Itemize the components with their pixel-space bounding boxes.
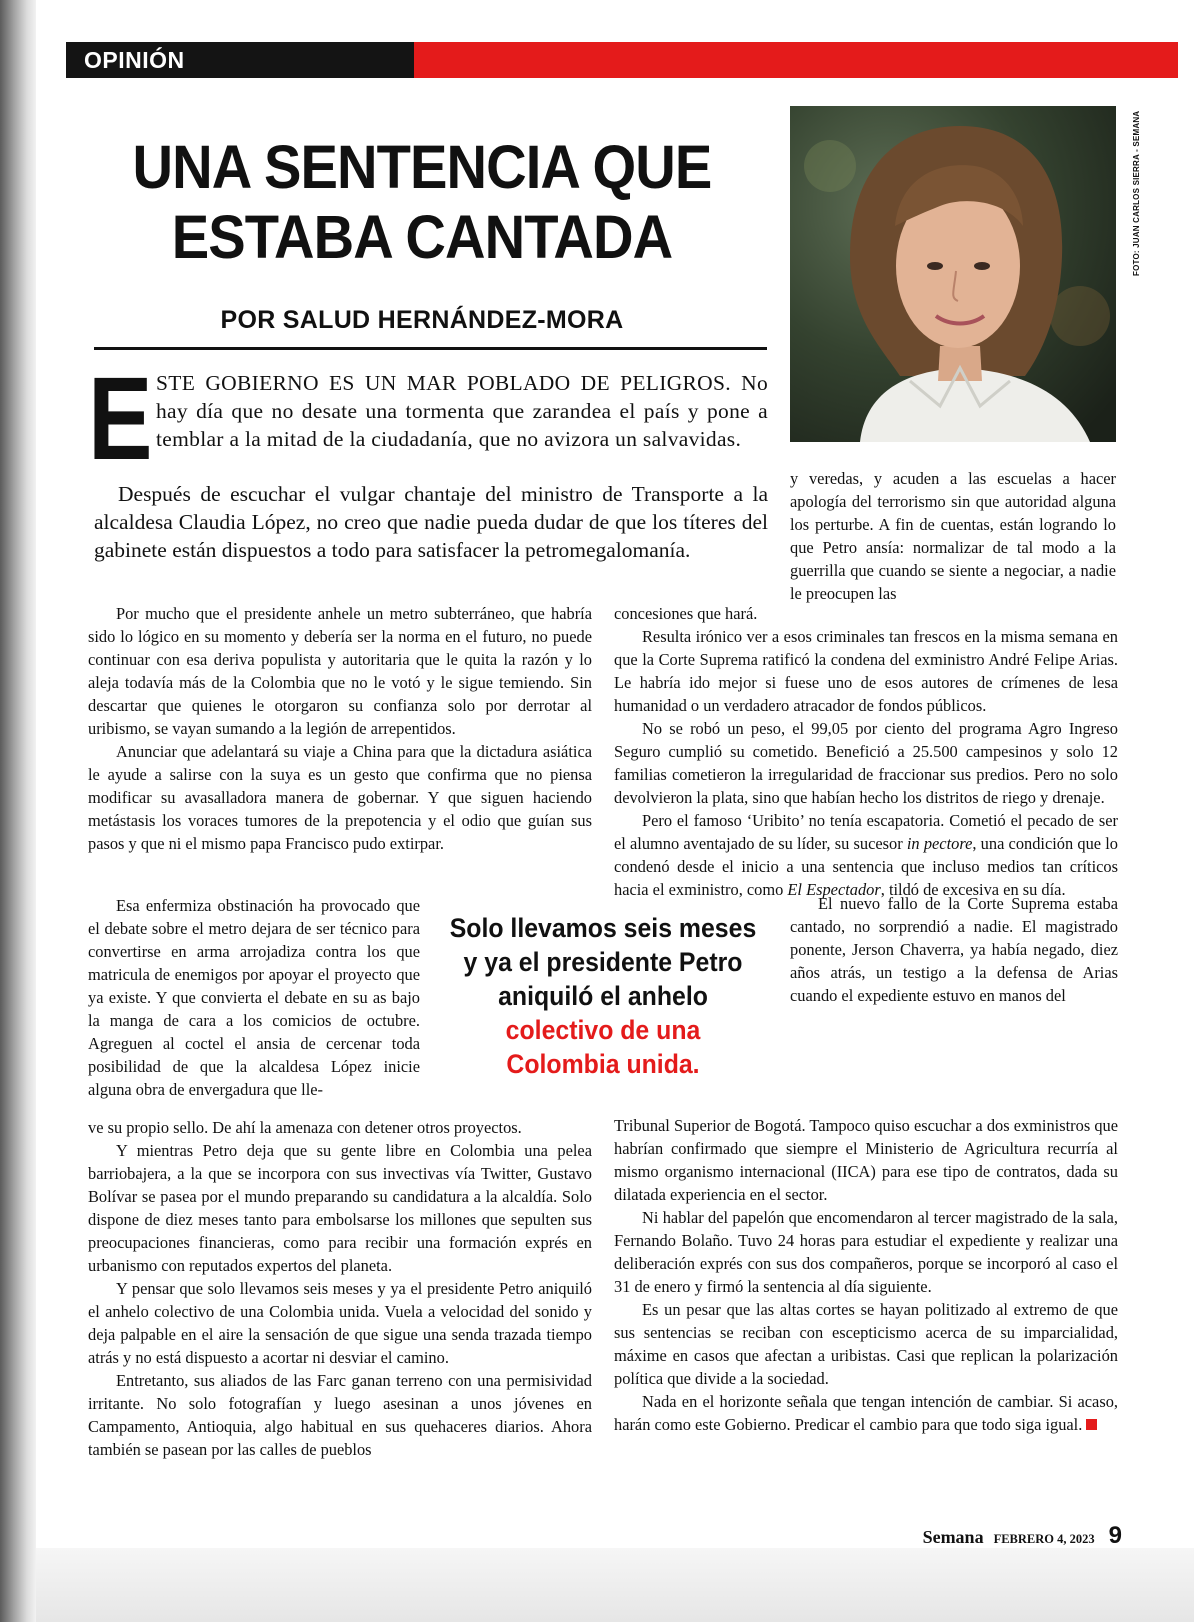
paragraph-3b: ve su propio sello. De ahí la amenaza con detener otros proyectos.	[88, 1118, 522, 1137]
paragraph-9-text-a: Pero el famoso ‘Uribito’ no tenía escapatoria. Cometió el pecado de ser el alumno aventajado de su líder, su sucesor	[614, 811, 1118, 853]
paragraph-1: Por mucho que el presidente anhele un metro subterráneo, que habría sido lo lógico en su momento y debería ser la norma en el futuro, no puede continuar con esa deriva populista y autoritaria que le quita la razón y lo aleja todavía más de la Colombia que no le votó y le sigue temiendo. Sin descartar que quienes le otorgaron su confianza solo por derrotar al uribismo, se vayan sumando a la legión de arrepentidos.	[88, 604, 592, 738]
column-2-narrow	[790, 892, 1118, 1007]
paragraph-6-end: concesiones que hará.	[614, 604, 758, 623]
paragraph-12: Es un pesar que las altas cortes se hayan politizado al extremo de que sus sentencias se reciban con escepticismo acerca de su imparcialidad, máxime en casos que afectan a uribistas. Casi que replican la polarización política que divide a la sociedad.	[614, 1300, 1118, 1388]
title-divider	[94, 347, 767, 350]
magazine-page	[36, 14, 1186, 1548]
byline: POR SALUD HERNÁNDEZ-MORA	[220, 306, 624, 334]
paragraph-13	[614, 1390, 1118, 1436]
paragraph-13-text: Nada en el horizonte señala que tengan intención de cambiar. Si acaso, harán como este Gobierno. Predicar el cambio para que todo siga igual.	[614, 1392, 1118, 1434]
drop-cap: E	[88, 353, 153, 485]
article-title	[104, 132, 741, 272]
pull-quote	[448, 911, 759, 1081]
pull-quote-black: Solo llevamos seis meses y ya el presidente Petro aniquiló el anhelo	[449, 913, 757, 1011]
paragraph-3a: Esa enfermiza obstinación ha provocado que el debate sobre el metro dejara de ser técnico para convertirse en arma arrojadiza contra los que matricula de enemigos por apoyar el proyecto que ya existe. Y que convierta el debate en su as bajo la manga de cara a los comicios de octubre. Agreguen al coctel el ansia de cercenar toda posibilidad de que la alcaldesa López inicie alguna obra de envergadura que lle-	[88, 896, 420, 1099]
paragraph-9-italic-2: El Espectador	[787, 880, 881, 899]
column-2-bottom	[614, 1114, 1118, 1436]
paragraph-10b: Tribunal Superior de Bogotá. Tampoco quiso escuchar a dos exministros que habrían confirmado que siempre el Ministerio de Agricultura recurría al mismo organismo internacional (IICA) para ese tipo de contratos, dada su dilatada experiencia en el sector.	[614, 1116, 1118, 1204]
paragraph-6: Entretanto, sus aliados de las Farc ganan terreno con una permisividad irritante. No solo fotografían y luego asesinan a unos jóvenes en Campamento, Antioquia, algo habitual en sus quehaceres diarios. Ahora también se pasean por las calles de pueblos	[88, 1371, 592, 1459]
page-binding-shadow	[0, 0, 36, 1622]
paragraph-5: Y pensar que solo llevamos seis meses y ya el presidente Petro aniquiló el anhelo colectivo de una Colombia unida. Vuela a velocidad del sonido y deja palpable en el aire la sensación de que sigue una senda trazada tiempo atrás y no está dispuesto a acortar ni desviar el camino.	[88, 1279, 592, 1367]
paragraph-2: Anunciar que adelantará su viaje a China para que la dictadura asiática le ayude a salirse con la suya es un gesto que confirma que no piensa modificar su avasalladora manera de gobernar. Y que siguen haciendo metástasis los voraces tumores de la prepotencia y el odio que guían sus pasos y que ni el mismo papa Francisco pudo extirpar.	[88, 742, 592, 853]
column-1-narrow	[88, 894, 420, 1101]
paragraph-4: Y mientras Petro deja que su gente libre en Colombia una pelea barriobajera, a la que se incorpora con sus invectivas vía Twitter, Gustavo Bolívar se pasea por el mundo preparando su candidatura a la alcaldía. Solo dispone de diez meses tanto para embolsarse los millones que sepulten sus preocupaciones financieras, como para recibir una formación exprés en urbanismo con reputados expertos del planeta.	[88, 1141, 592, 1275]
column-2-top	[790, 467, 1116, 605]
title-line-2: ESTABA CANTADA	[171, 203, 673, 271]
author-portrait-illustration	[790, 106, 1116, 442]
section-label: OPINIÓN	[66, 42, 414, 78]
issue-date: FEBRERO 4, 2023	[993, 1532, 1095, 1546]
author-photo	[790, 106, 1116, 442]
column-1-top	[88, 602, 592, 855]
paragraph-10a: El nuevo fallo de la Corte Suprema estaba cantado, no sorprendió a nadie. El magistrado ponente, Jerson Chaverra, ya había negado, diez años atrás, un testigo a la defensa de Arias cuando el expediente estuvo en manos del	[790, 894, 1118, 1005]
paragraph-9-text-c: , tildó de excesiva en su día.	[880, 880, 1066, 899]
page-bottom-margin	[36, 1548, 1194, 1622]
magazine-name: Semana	[922, 1527, 984, 1547]
paragraph-6-continued: y veredas, y acuden a las escuelas a hacer apología del terrorismo sin que autoridad alguna los perturbe. A fin de cuentas, están logrando lo que Petro ansía: normalizar de tal modo a la guerrilla que cuando se siente a negociar, a nadie le preocupen las	[790, 469, 1116, 603]
paragraph-8: No se robó un peso, el 99,05 por ciento del programa Agro Ingreso Seguro cumplió su cometido. Benefició a 25.500 campesinos y solo 12 familias cometieron la irregularidad de fraccionar sus predios. Pero no solo devolvieron la plata, sino que habían hecho los distritos de riego y drenaje.	[614, 719, 1118, 807]
pull-quote-red: colectivo de una Colombia unida.	[505, 1015, 701, 1079]
page-number: 9	[1108, 1522, 1122, 1549]
end-mark-icon	[1086, 1419, 1097, 1430]
paragraph-9	[614, 809, 1118, 901]
title-line-1: UNA SENTENCIA QUE	[132, 133, 712, 201]
lead-paragraph-1: STE GOBIERNO ES UN MAR POBLADO DE PELIGROS. No hay día que no desate una tormenta que zarandea el país y pone a temblar a la mitad de la ciudadanía, que no avizora un salvavidas.	[156, 371, 768, 451]
paragraph-9-text-b: , una condición que lo condenó desde el inicio a una sentencia que incluso medios tan críticos hacia el exministro, como	[614, 834, 1119, 899]
column-2-middle	[614, 602, 1118, 901]
paragraph-11: Ni hablar del papelón que encomendaron al tercer magistrado de la sala, Fernando Bolaño. Tuvo 24 horas para estudiar el expediente y realizar una deliberación exprés con sus dos compañeros, porque se incorporó al caso el 31 de enero y firmó la sentencia al día siguiente.	[614, 1208, 1118, 1296]
column-1-bottom	[88, 1116, 592, 1461]
lead-paragraph-2: Después de escuchar el vulgar chantaje del ministro de Transporte a la alcaldesa Claudia López, no creo que nadie pueda dudar de que los títeres del gabinete están dispuestos a todo para satisfacer la petromegalomanía.	[94, 482, 768, 562]
paragraph-7: Resulta irónico ver a esos criminales tan frescos en la misma semana en que la Corte Suprema ratificó la condena del exministro André Felipe Arias. Le habría ido mejor si fuese uno de esos autores de crímenes de lesa humanidad o un verdadero atracador de fondos públicos.	[614, 627, 1118, 715]
section-header-bar	[66, 42, 1178, 78]
page-footer	[886, 1522, 1122, 1550]
paragraph-9-italic-1: in pectore	[906, 834, 973, 853]
photo-credit: FOTO: JUAN CARLOS SIERRA - SEMANA	[1132, 110, 1141, 276]
